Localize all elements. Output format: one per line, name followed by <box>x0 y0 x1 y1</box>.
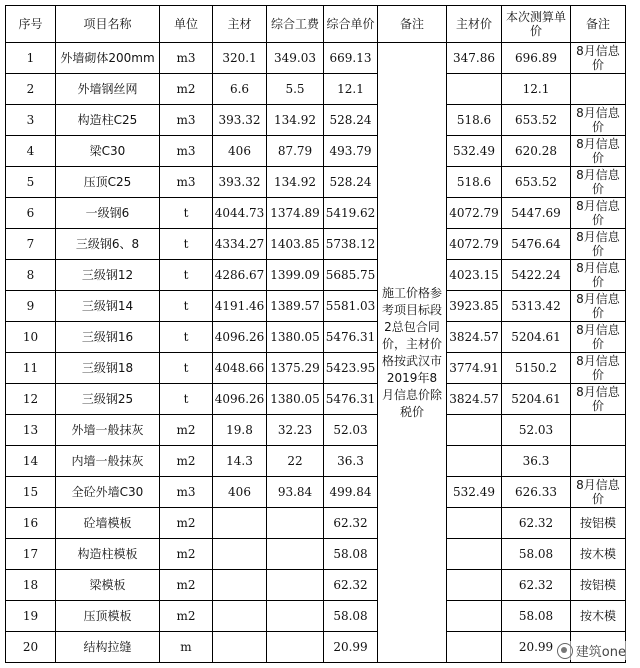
cell-name: 梁模板 <box>56 570 160 601</box>
cell-remark: 按铝模 <box>571 508 626 539</box>
cell-no: 4 <box>6 136 56 167</box>
table-row <box>6 415 626 446</box>
cell-no: 14 <box>6 446 56 477</box>
cell-unit: m3 <box>160 477 213 508</box>
cell-unit-price: 5738.12 <box>324 229 378 260</box>
cell-remark: 8月信息价 <box>571 136 626 167</box>
cell-labor: 1374.89 <box>267 198 324 229</box>
cell-main <box>213 632 267 663</box>
cell-calc-price: 20.99 <box>502 632 571 663</box>
cell-unit-price: 20.99 <box>324 632 378 663</box>
cell-calc-price: 58.08 <box>502 539 571 570</box>
table-row <box>6 570 626 601</box>
cell-unit-price: 528.24 <box>324 105 378 136</box>
cell-unit: t <box>160 260 213 291</box>
cell-main: 4096.26 <box>213 384 267 415</box>
cell-no: 20 <box>6 632 56 663</box>
cell-unit-price: 5476.31 <box>324 384 378 415</box>
cell-name: 砼墙模板 <box>56 508 160 539</box>
header-cell: 备注 <box>378 6 447 43</box>
cell-main: 19.8 <box>213 415 267 446</box>
cell-unit: m3 <box>160 136 213 167</box>
cell-labor: 349.03 <box>267 43 324 74</box>
cell-name: 构造柱C25 <box>56 105 160 136</box>
cell-main-price: 532.49 <box>447 477 502 508</box>
cell-main-price: 3923.85 <box>447 291 502 322</box>
header-cell: 综合单价 <box>324 6 378 43</box>
table-row <box>6 508 626 539</box>
cell-labor: 1380.05 <box>267 322 324 353</box>
cell-unit: m2 <box>160 508 213 539</box>
cell-main: 393.32 <box>213 105 267 136</box>
cell-calc-price: 62.32 <box>502 570 571 601</box>
cell-main: 406 <box>213 477 267 508</box>
cell-unit-price: 12.1 <box>324 74 378 105</box>
cell-remark: 按木模 <box>571 601 626 632</box>
cell-main-price: 532.49 <box>447 136 502 167</box>
cell-unit: t <box>160 353 213 384</box>
cell-name: 构造柱模板 <box>56 539 160 570</box>
cell-name: 三级钢6、8 <box>56 229 160 260</box>
cell-name: 三级钢12 <box>56 260 160 291</box>
cell-main-price <box>447 415 502 446</box>
cell-unit-price: 62.32 <box>324 570 378 601</box>
cell-remark: 8月信息价 <box>571 477 626 508</box>
cell-main: 14.3 <box>213 446 267 477</box>
cell-no: 16 <box>6 508 56 539</box>
cell-main: 6.6 <box>213 74 267 105</box>
header-cell: 备注 <box>571 6 626 43</box>
cell-main-price <box>447 74 502 105</box>
cell-remark <box>571 446 626 477</box>
cell-calc-price: 62.32 <box>502 508 571 539</box>
cell-unit: m3 <box>160 167 213 198</box>
cell-labor: 1399.09 <box>267 260 324 291</box>
cell-unit: t <box>160 291 213 322</box>
table-row <box>6 477 626 508</box>
cell-calc-price: 12.1 <box>502 74 571 105</box>
cell-main: 320.1 <box>213 43 267 74</box>
note-cell: 施工价格参考项目标段2总包合同价，主材价格按武汉市2019年8月信息价除税价 <box>378 43 447 663</box>
cell-calc-price: 36.3 <box>502 446 571 477</box>
cell-calc-price: 653.52 <box>502 105 571 136</box>
cell-remark <box>571 415 626 446</box>
table-body <box>6 43 626 663</box>
cell-name: 一级钢6 <box>56 198 160 229</box>
cell-no: 7 <box>6 229 56 260</box>
cell-labor <box>267 601 324 632</box>
cell-unit-price: 58.08 <box>324 601 378 632</box>
cell-main <box>213 570 267 601</box>
cell-unit: m3 <box>160 43 213 74</box>
cell-calc-price: 653.52 <box>502 167 571 198</box>
cell-unit: t <box>160 229 213 260</box>
cell-no: 2 <box>6 74 56 105</box>
header-cell: 序号 <box>6 6 56 43</box>
cell-remark: 8月信息价 <box>571 322 626 353</box>
cell-no: 5 <box>6 167 56 198</box>
cell-main: 4048.66 <box>213 353 267 384</box>
cell-name: 全砼外墙C30 <box>56 477 160 508</box>
cell-name: 结构拉缝 <box>56 632 160 663</box>
cell-main-price: 3824.57 <box>447 384 502 415</box>
cell-unit-price: 62.32 <box>324 508 378 539</box>
cell-labor: 1389.57 <box>267 291 324 322</box>
cell-no: 17 <box>6 539 56 570</box>
cell-unit-price: 5476.31 <box>324 322 378 353</box>
cell-remark: 按木模 <box>571 539 626 570</box>
table-row <box>6 167 626 198</box>
price-table <box>5 5 626 663</box>
table-row <box>6 384 626 415</box>
table-row <box>6 601 626 632</box>
cell-labor <box>267 539 324 570</box>
cell-labor: 134.92 <box>267 167 324 198</box>
cell-remark <box>571 74 626 105</box>
table-row <box>6 105 626 136</box>
cell-remark: 8月信息价 <box>571 229 626 260</box>
table-row <box>6 291 626 322</box>
cell-main-price: 4072.79 <box>447 229 502 260</box>
table-row <box>6 353 626 384</box>
cell-remark: 8月信息价 <box>571 198 626 229</box>
cell-unit: m2 <box>160 446 213 477</box>
table-row <box>6 198 626 229</box>
cell-main-price <box>447 539 502 570</box>
cell-labor: 87.79 <box>267 136 324 167</box>
header-row <box>6 6 626 43</box>
cell-labor: 22 <box>267 446 324 477</box>
cell-calc-price: 5476.64 <box>502 229 571 260</box>
cell-unit: t <box>160 198 213 229</box>
cell-main-price: 347.86 <box>447 43 502 74</box>
cell-no: 18 <box>6 570 56 601</box>
cell-main-price <box>447 508 502 539</box>
cell-unit-price: 5581.03 <box>324 291 378 322</box>
cell-no: 19 <box>6 601 56 632</box>
cell-name: 外墙砌体200mm <box>56 43 160 74</box>
cell-no: 13 <box>6 415 56 446</box>
cell-name: 外墙钢丝网 <box>56 74 160 105</box>
cell-unit-price: 52.03 <box>324 415 378 446</box>
cell-unit: t <box>160 322 213 353</box>
cell-labor: 1403.85 <box>267 229 324 260</box>
cell-calc-price: 5422.24 <box>502 260 571 291</box>
cell-main-price: 3824.57 <box>447 322 502 353</box>
cell-labor <box>267 508 324 539</box>
cell-unit-price: 493.79 <box>324 136 378 167</box>
cell-calc-price: 58.08 <box>502 601 571 632</box>
header-cell: 本次测算单价 <box>502 6 571 43</box>
cell-unit-price: 499.84 <box>324 477 378 508</box>
cell-main-price <box>447 632 502 663</box>
table-row <box>6 539 626 570</box>
cell-unit: m2 <box>160 415 213 446</box>
cell-main-price: 4072.79 <box>447 198 502 229</box>
cell-calc-price: 626.33 <box>502 477 571 508</box>
cell-unit: m2 <box>160 570 213 601</box>
cell-labor: 134.92 <box>267 105 324 136</box>
cell-main <box>213 508 267 539</box>
cell-unit-price: 5685.75 <box>324 260 378 291</box>
cell-labor: 93.84 <box>267 477 324 508</box>
header-cell: 综合工费 <box>267 6 324 43</box>
cell-name: 三级钢16 <box>56 322 160 353</box>
cell-unit: m2 <box>160 74 213 105</box>
table-row <box>6 136 626 167</box>
table-row <box>6 74 626 105</box>
cell-unit: m2 <box>160 601 213 632</box>
cell-main-price <box>447 601 502 632</box>
header-cell: 主材价 <box>447 6 502 43</box>
cell-remark: 8月信息价 <box>571 167 626 198</box>
cell-main-price: 518.6 <box>447 167 502 198</box>
cell-main: 4044.73 <box>213 198 267 229</box>
cell-calc-price: 5447.69 <box>502 198 571 229</box>
cell-remark: 8月信息价 <box>571 105 626 136</box>
cell-unit: m3 <box>160 105 213 136</box>
cell-labor: 5.5 <box>267 74 324 105</box>
cell-main-price <box>447 446 502 477</box>
cell-no: 8 <box>6 260 56 291</box>
cell-main-price <box>447 570 502 601</box>
cell-labor: 1375.29 <box>267 353 324 384</box>
cell-calc-price: 5204.61 <box>502 322 571 353</box>
cell-unit-price: 36.3 <box>324 446 378 477</box>
table-row <box>6 446 626 477</box>
cell-name: 压顶模板 <box>56 601 160 632</box>
cell-remark: 8月信息价 <box>571 291 626 322</box>
cell-name: 内墙一般抹灰 <box>56 446 160 477</box>
table-row <box>6 632 626 663</box>
cell-remark: 8月信息价 <box>571 353 626 384</box>
cell-no: 6 <box>6 198 56 229</box>
cell-main-price: 4023.15 <box>447 260 502 291</box>
cell-unit-price: 669.13 <box>324 43 378 74</box>
cell-calc-price: 5150.2 <box>502 353 571 384</box>
cell-main: 4096.26 <box>213 322 267 353</box>
cell-calc-price: 696.89 <box>502 43 571 74</box>
cell-labor <box>267 570 324 601</box>
cell-no: 3 <box>6 105 56 136</box>
cell-unit-price: 5419.62 <box>324 198 378 229</box>
watermark-text: 建筑one <box>575 645 626 660</box>
cell-unit: m <box>160 632 213 663</box>
cell-calc-price: 52.03 <box>502 415 571 446</box>
cell-no: 11 <box>6 353 56 384</box>
cell-name: 三级钢14 <box>56 291 160 322</box>
cell-labor <box>267 632 324 663</box>
cell-main: 4191.46 <box>213 291 267 322</box>
table-row <box>6 322 626 353</box>
wechat-logo-icon <box>557 643 573 659</box>
header-cell: 主材 <box>213 6 267 43</box>
cell-labor: 1380.05 <box>267 384 324 415</box>
cell-unit-price: 5423.95 <box>324 353 378 384</box>
cell-unit: t <box>160 384 213 415</box>
cell-name: 梁C30 <box>56 136 160 167</box>
cell-calc-price: 5204.61 <box>502 384 571 415</box>
header-cell: 单位 <box>160 6 213 43</box>
cell-no: 1 <box>6 43 56 74</box>
cell-main: 406 <box>213 136 267 167</box>
cell-no: 10 <box>6 322 56 353</box>
cell-calc-price: 5313.42 <box>502 291 571 322</box>
watermark <box>557 641 626 660</box>
cell-main-price: 518.6 <box>447 105 502 136</box>
cell-remark: 8月信息价 <box>571 260 626 291</box>
cell-name: 三级钢25 <box>56 384 160 415</box>
cell-unit-price: 58.08 <box>324 539 378 570</box>
cell-no: 15 <box>6 477 56 508</box>
cell-main: 4286.67 <box>213 260 267 291</box>
cell-calc-price: 620.28 <box>502 136 571 167</box>
cell-no: 9 <box>6 291 56 322</box>
cell-main: 393.32 <box>213 167 267 198</box>
cell-name: 三级钢18 <box>56 353 160 384</box>
cell-unit: m2 <box>160 539 213 570</box>
header-cell: 项目名称 <box>56 6 160 43</box>
cell-name: 压顶C25 <box>56 167 160 198</box>
cell-remark: 按铝模 <box>571 570 626 601</box>
cell-main-price: 3774.91 <box>447 353 502 384</box>
table-row <box>6 229 626 260</box>
cell-remark: 8月信息价 <box>571 384 626 415</box>
cell-main <box>213 539 267 570</box>
cell-remark: 8月信息价 <box>571 43 626 74</box>
cell-main: 4334.27 <box>213 229 267 260</box>
cell-labor: 32.23 <box>267 415 324 446</box>
cell-name: 外墙一般抹灰 <box>56 415 160 446</box>
table-row <box>6 260 626 291</box>
cell-unit-price: 528.24 <box>324 167 378 198</box>
cell-no: 12 <box>6 384 56 415</box>
table-row <box>6 43 626 74</box>
cell-main <box>213 601 267 632</box>
